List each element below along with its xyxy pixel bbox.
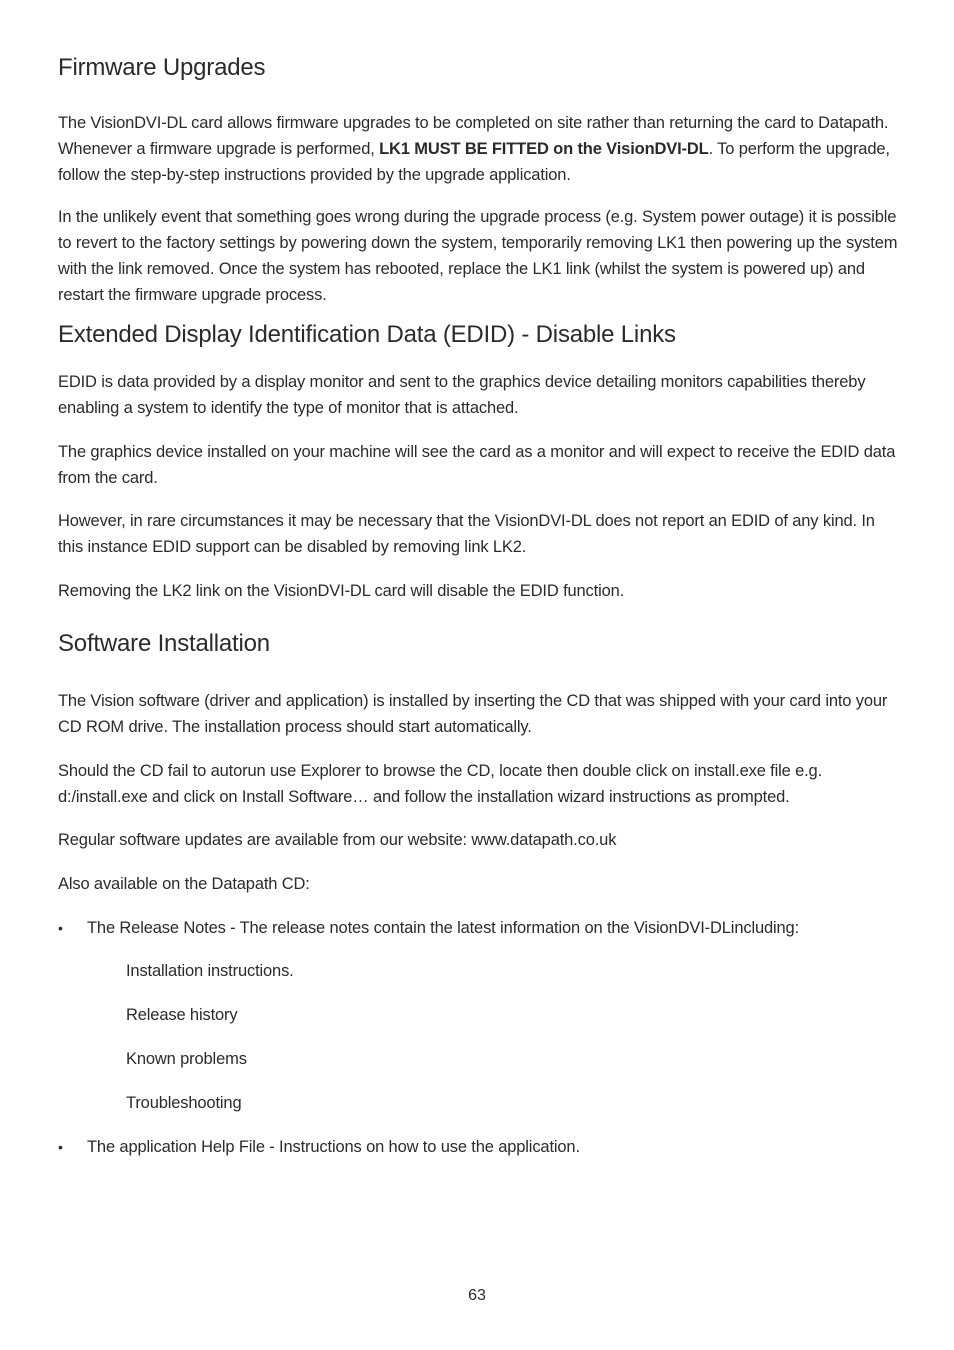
page-number: 63 xyxy=(468,1287,486,1304)
bullet-icon: • xyxy=(58,920,63,936)
bullet-icon: • xyxy=(58,1139,63,1155)
list-item-text: The Release Notes - The release notes contain the latest information on the VisionDVI-DLincluding: xyxy=(87,919,800,937)
list-item-text: The application Help File - Instructions on how to use the application. xyxy=(87,1138,580,1156)
sub-list-item: Troubleshooting xyxy=(126,1094,242,1112)
section-heading-edid: Extended Display Identification Data (EDID) - Disable Links xyxy=(58,321,676,348)
edid-paragraph-3: However, in rare circumstances it may be necessary that the VisionDVI-DL does not report an EDID of any kind. In this instance EDID support can be disabled by removing link LK2. xyxy=(58,512,875,556)
software-paragraph-3: Regular software updates are available from our website: www.datapath.co.uk xyxy=(58,831,617,849)
firmware-paragraph-1 xyxy=(58,110,904,188)
firmware-paragraph-2: In the unlikely event that something goes wrong during the upgrade process (e.g. System power outage) it is possible to revert to the factory settings by powering down the system, temporarily removing LK1 then powering up the system with the link removed. Once the system has rebooted, replace the LK1 link (whilst the system is powered up) and restart the firmware upgrade process. xyxy=(58,208,898,304)
software-paragraph-1: The Vision software (driver and application) is installed by inserting the CD that was shipped with your card into your CD ROM drive. The installation process should start automatically. xyxy=(58,692,888,736)
edid-paragraph-2: The graphics device installed on your machine will see the card as a monitor and will expect to receive the EDID data from the card. xyxy=(58,443,896,487)
software-paragraph-2: Should the CD fail to autorun use Explorer to browse the CD, locate then double click on install.exe file e.g. d:/install.exe and click on Install Software… and follow the installation wizard instructions as prompted. xyxy=(58,762,823,806)
sub-list-item: Known problems xyxy=(126,1050,247,1068)
firmware-paragraph-1-text-a: The VisionDVI-DL card allows firmware upgrades to be completed on site rather than returning the card to Datapath. Whenever a firmware upgrade is performed, xyxy=(58,114,889,158)
edid-paragraph-1: EDID is data provided by a display monitor and sent to the graphics device detailing monitors capabilities thereby enabling a system to identify the type of monitor that is attached. xyxy=(58,373,866,417)
sub-list-item: Release history xyxy=(126,1006,238,1024)
section-heading-software-installation: Software Installation xyxy=(58,630,270,657)
edid-paragraph-4: Removing the LK2 link on the VisionDVI-DL card will disable the EDID function. xyxy=(58,582,625,600)
sub-list-item: Installation instructions. xyxy=(126,962,294,980)
section-heading-firmware-upgrades: Firmware Upgrades xyxy=(58,54,266,81)
firmware-paragraph-1-text-b: . To perform the upgrade, follow the step-by-step instructions provided by the upgrade application. xyxy=(58,140,890,184)
software-paragraph-4: Also available on the Datapath CD: xyxy=(58,875,310,893)
firmware-paragraph-1-bold: LK1 MUST BE FITTED on the VisionDVI-DL xyxy=(379,140,709,158)
